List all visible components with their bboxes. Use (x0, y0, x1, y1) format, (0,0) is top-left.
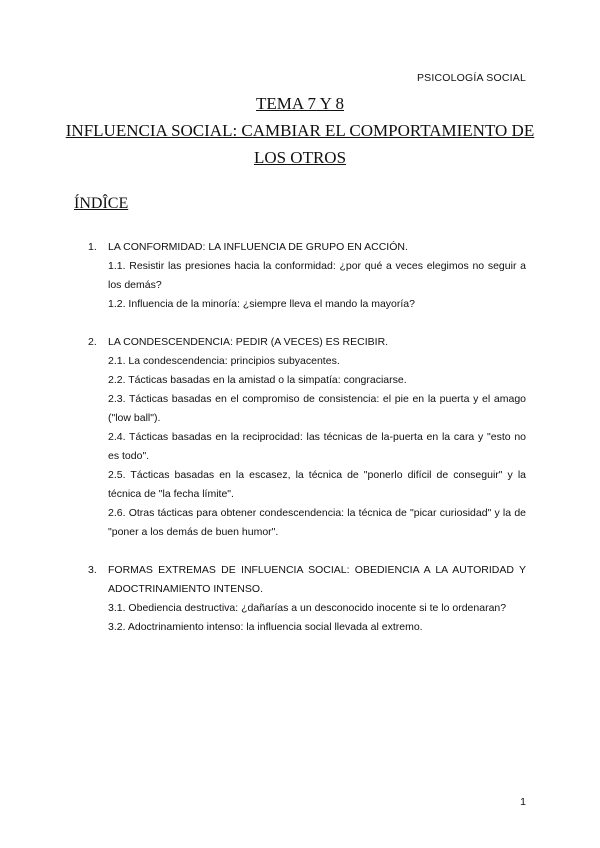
toc-subsection: 3.2. Adoctrinamiento intenso: la influencia social llevada al extremo. (108, 621, 423, 633)
toc-subsection: 3.1. Obediencia destructiva: ¿dañarías a un desconocido inocente si te lo ordenaran? (108, 602, 507, 614)
index-heading: ÍNDÎCE (74, 195, 129, 212)
toc-section-title: FORMAS EXTREMAS DE INFLUENCIA SOCIAL: OBEDIENCIA A LA AUTORIDAD Y ADOCTRINAMIENTO INTENSO. (108, 564, 526, 595)
title-line-3: LOS OTROS (253, 148, 347, 167)
title-line-2: INFLUENCIA SOCIAL: CAMBIAR EL COMPORTAMIENTO DE (65, 121, 535, 140)
toc-section-heading (88, 238, 526, 257)
toc-section (88, 333, 526, 542)
toc-subsection: 2.3. Tácticas basadas en el compromiso de consistencia: el pie en la puerta y el amago ("low ball"). (108, 393, 526, 424)
toc-section-number: 1. (88, 241, 97, 253)
toc-section-number: 2. (88, 336, 97, 348)
page-title (60, 90, 540, 171)
toc-section-title: LA CONFORMIDAD: LA INFLUENCIA DE GRUPO EN ACCIÓN. (108, 241, 408, 253)
table-of-contents (88, 238, 526, 656)
toc-section (88, 561, 526, 637)
title-line-1: TEMA 7 Y 8 (256, 94, 344, 113)
toc-subsection: 2.4. Tácticas basadas en la reciprocidad: las técnicas de la-puerta en la cara y "esto no es todo". (108, 431, 526, 462)
toc-subsection: 2.2. Tácticas basadas en la amistad o la simpatía: congraciarse. (108, 374, 407, 386)
toc-subsection: 1.1. Resistir las presiones hacia la conformidad: ¿por qué a veces elegimos no seguir a los demás? (108, 260, 526, 291)
toc-subsection: 2.1. La condescendencia: principios subyacentes. (108, 355, 340, 367)
page-number: 1 (520, 796, 526, 808)
toc-subsection: 2.6. Otras tácticas para obtener condescendencia: la técnica de "picar curiosidad" y la de "poner a los demás de buen humor". (108, 507, 526, 538)
header-subject: PSICOLOGÍA SOCIAL (416, 72, 526, 84)
toc-section-heading (88, 333, 526, 352)
toc-subsection: 2.5. Tácticas basadas en la escasez, la técnica de "ponerlo difícil de conseguir" y la técnica de "la fecha límite". (108, 469, 526, 500)
toc-section-title: LA CONDESCENDENCIA: PEDIR (A VECES) ES RECIBIR. (108, 336, 389, 348)
toc-section-heading (88, 561, 526, 599)
toc-section-number: 3. (88, 564, 97, 576)
toc-subsection: 1.2. Influencia de la minoría: ¿siempre lleva el mando la mayoría? (108, 298, 415, 310)
toc-section (88, 238, 526, 314)
